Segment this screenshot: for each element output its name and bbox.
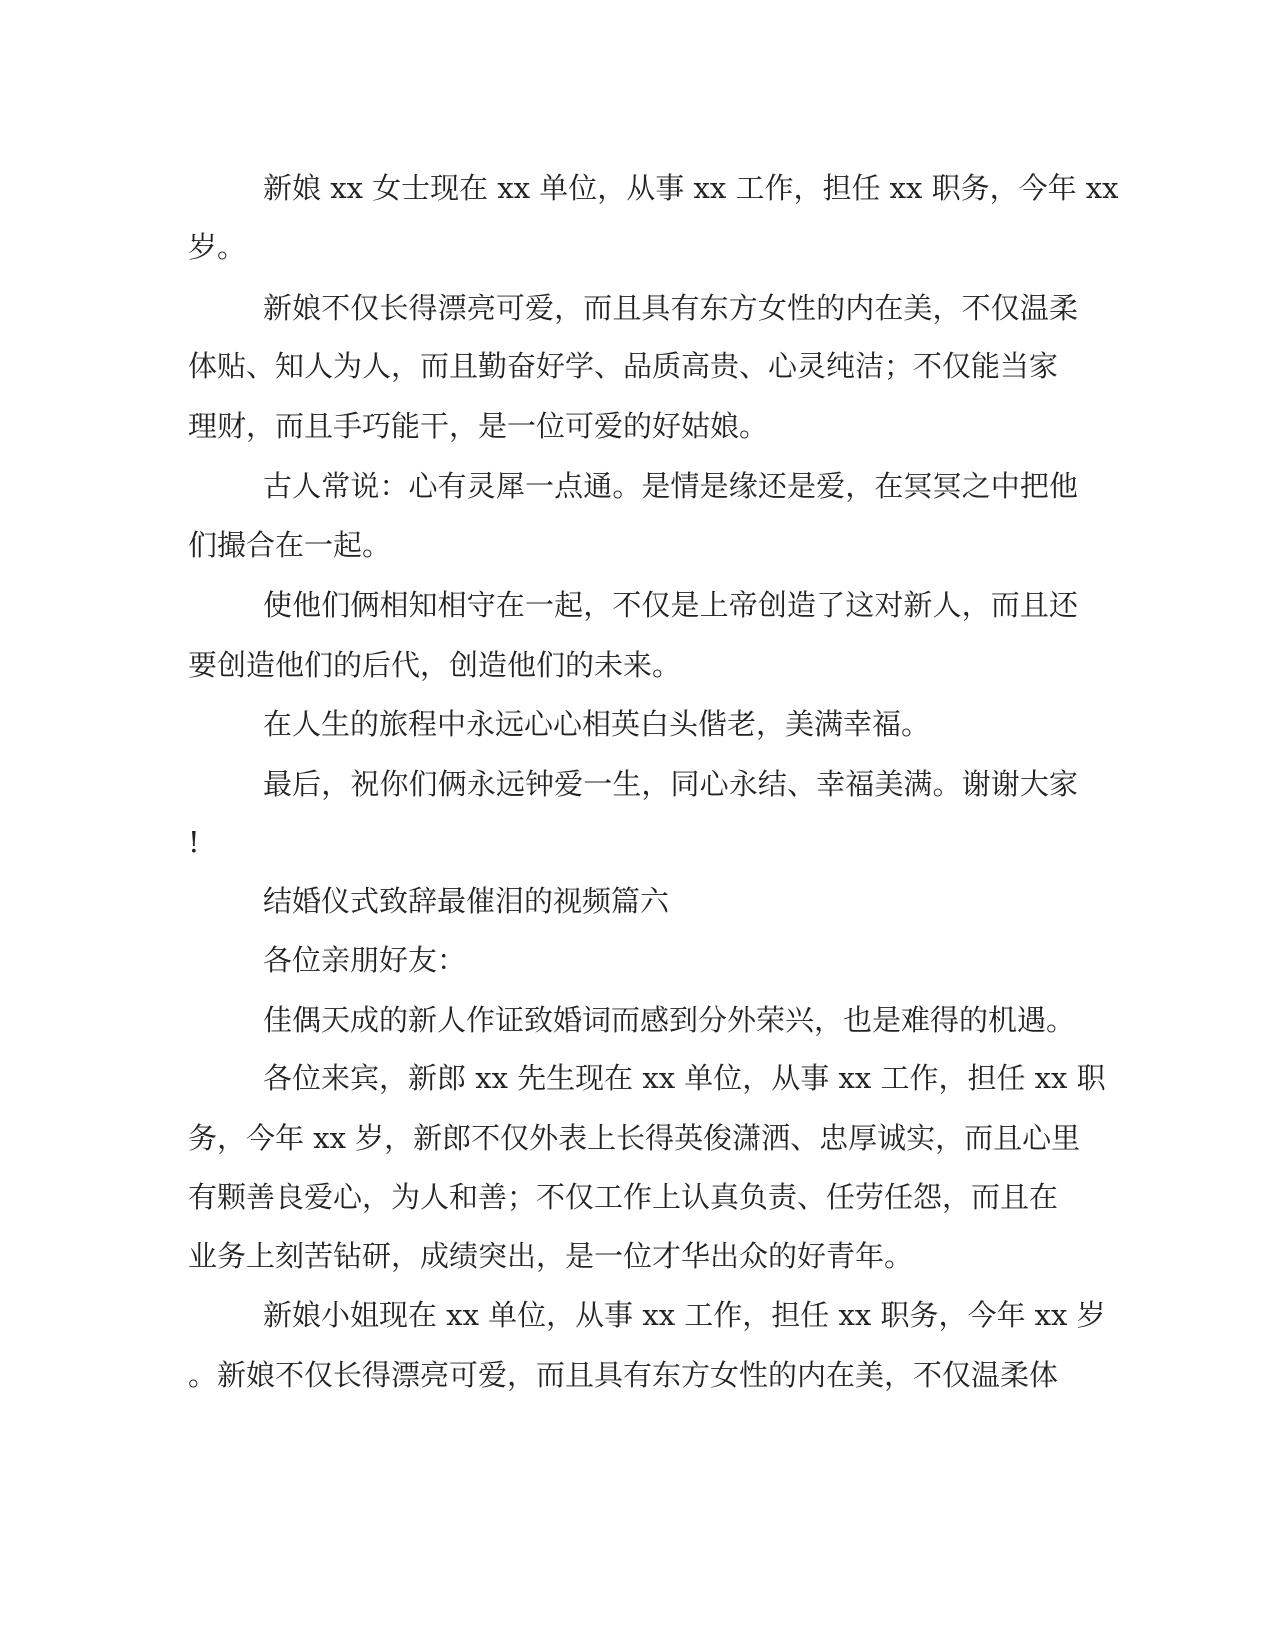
- paragraph-line: [0, 1353, 1275, 1397]
- line-text: 佳偶天成的新人作证致婚词而感到分外荣兴，也是难得的机遇。: [263, 1003, 1076, 1037]
- line-text: 务，今年 xx 岁，新郎不仅外表上长得英俊潇洒、忠厚诚实，而且心里: [188, 1121, 1081, 1155]
- line-text: 最后，祝你们俩永远钟爱一生，同心永结、幸福美满。谢谢大家: [263, 767, 1078, 801]
- line-text: !: [188, 825, 200, 859]
- paragraph-line: [0, 464, 1275, 508]
- paragraph-line: [0, 1116, 1275, 1160]
- line-text: 理财，而且手巧能干，是一位可爱的好姑娘。: [188, 409, 769, 443]
- paragraph-line: [0, 523, 1275, 567]
- paragraph-line: [0, 583, 1275, 627]
- paragraph-line: [0, 344, 1275, 388]
- line-text: 们撮合在一起。: [188, 528, 392, 562]
- paragraph-line: [0, 998, 1275, 1042]
- paragraph-line: [0, 1234, 1275, 1278]
- line-text: 各位亲朋好友：: [263, 943, 467, 977]
- line-text: 新娘小姐现在 xx 单位，从事 xx 工作，担任 xx 职务，今年 xx 岁: [263, 1298, 1106, 1332]
- paragraph-line: [0, 643, 1275, 687]
- heading-text: 结婚仪式致辞最催泪的视频篇六: [263, 884, 670, 918]
- line-text: 体贴、知人为人，而且勤奋好学、品质高贵、心灵纯洁；不仅能当家: [188, 349, 1059, 383]
- salutation-line: [0, 938, 1275, 982]
- paragraph-line: [0, 762, 1275, 806]
- paragraph-line: [0, 1293, 1275, 1337]
- paragraph-line: [0, 1056, 1275, 1100]
- paragraph-line: [0, 820, 1275, 864]
- line-text: 各位来宾，新郎 xx 先生现在 xx 单位，从事 xx 工作，担任 xx 职: [263, 1061, 1106, 1095]
- line-text: 。新娘不仅长得漂亮可爱，而且具有东方女性的内在美，不仅温柔体: [188, 1358, 1059, 1392]
- line-text: 在人生的旅程中永远心心相英白头偕老，美满幸福。: [263, 707, 931, 741]
- line-text: 新娘 xx 女士现在 xx 单位，从事 xx 工作，担任 xx 职务，今年 xx: [263, 171, 1119, 205]
- paragraph-line: [0, 166, 1275, 210]
- line-text: 使他们俩相知相守在一起，不仅是上帝创造了这对新人，而且还: [263, 588, 1078, 622]
- line-text: 古人常说：心有灵犀一点通。是情是缘还是爱，在冥冥之中把他: [263, 469, 1078, 503]
- paragraph-line: [0, 225, 1275, 269]
- line-text: 有颗善良爱心，为人和善；不仅工作上认真负责、任劳任怨，而且在: [188, 1180, 1059, 1214]
- paragraph-line: [0, 404, 1275, 448]
- paragraph-line: [0, 702, 1275, 746]
- section-heading: [0, 879, 1275, 923]
- line-text: 要创造他们的后代，创造他们的未来。: [188, 648, 682, 682]
- line-text: 岁。: [188, 230, 247, 264]
- paragraph-line: [0, 286, 1275, 330]
- line-text: 业务上刻苦钻研，成绩突出，是一位才华出众的好青年。: [188, 1239, 914, 1273]
- line-text: 新娘不仅长得漂亮可爱，而且具有东方女性的内在美，不仅温柔: [263, 291, 1078, 325]
- paragraph-line: [0, 1175, 1275, 1219]
